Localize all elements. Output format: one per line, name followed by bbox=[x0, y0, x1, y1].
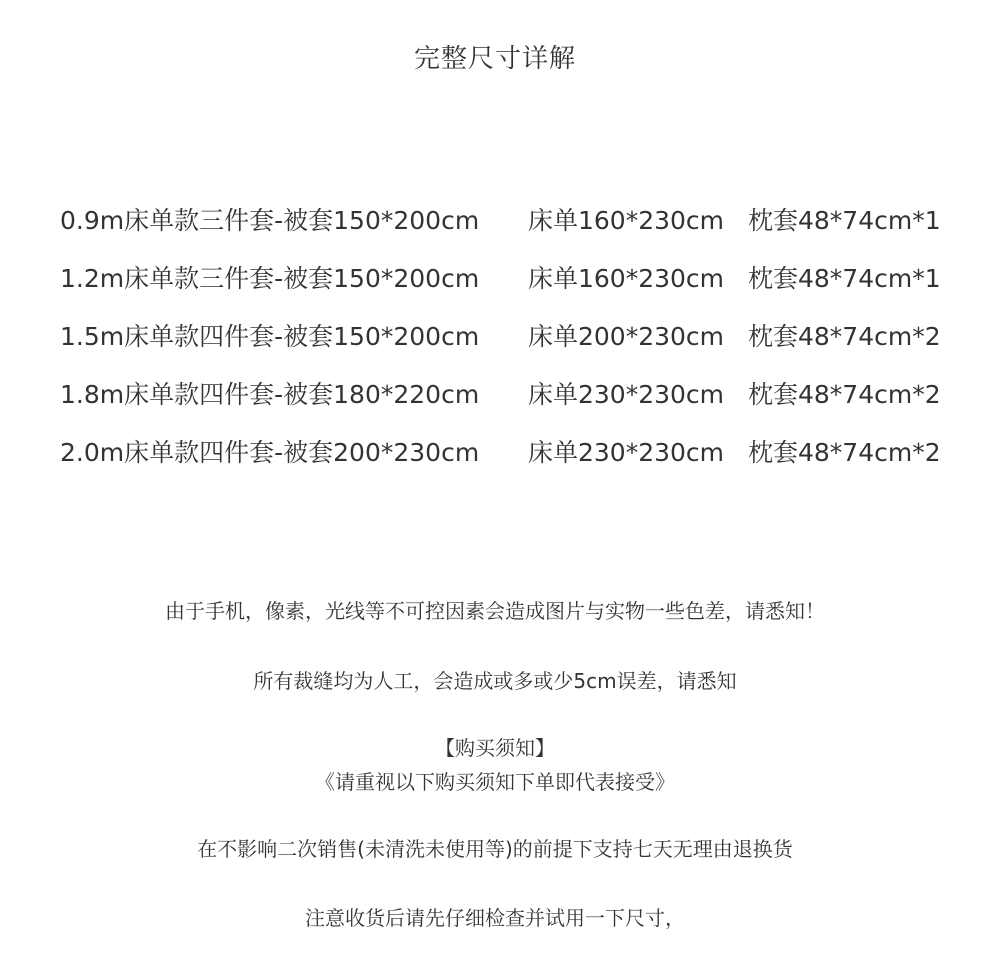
pillowcase-size: 枕套48*74cm*2 bbox=[748, 380, 941, 409]
sheet-size: 床单200*230cm bbox=[528, 322, 725, 351]
size-row bbox=[60, 364, 960, 422]
set-size: 1.5m床单款四件套-被套150*200cm bbox=[60, 322, 480, 351]
cutting-error-notice: 所有裁缝均为人工，会造成或多或少5cm误差，请悉知 bbox=[253, 669, 737, 693]
set-size: 2.0m床单款四件套-被套200*230cm bbox=[60, 438, 480, 467]
pillowcase-size: 枕套48*74cm*1 bbox=[748, 264, 941, 293]
sheet-size: 床单230*230cm bbox=[528, 380, 725, 409]
purchase-notice-subheading: 《请重视以下购买须知下单即代表接受》 bbox=[315, 770, 675, 794]
set-size: 0.9m床单款三件套-被套150*200cm bbox=[60, 206, 480, 235]
check-size-notice: 注意收货后请先仔细检查并试用一下尺寸， bbox=[305, 906, 685, 930]
pillowcase-size: 枕套48*74cm*2 bbox=[748, 322, 941, 351]
pillowcase-size: 枕套48*74cm*2 bbox=[748, 438, 941, 467]
size-row bbox=[60, 306, 960, 364]
size-row bbox=[60, 248, 960, 306]
sheet-size: 床单230*230cm bbox=[528, 438, 725, 467]
pillowcase-size: 枕套48*74cm*1 bbox=[748, 206, 941, 235]
size-row bbox=[60, 422, 960, 480]
color-difference-notice: 由于手机，像素，光线等不可控因素会造成图片与实物一些色差，请悉知！ bbox=[165, 599, 825, 623]
set-size: 1.2m床单款三件套-被套150*200cm bbox=[60, 264, 480, 293]
size-table bbox=[60, 190, 960, 480]
sheet-size: 床单160*230cm bbox=[528, 264, 725, 293]
set-size: 1.8m床单款四件套-被套180*220cm bbox=[60, 380, 480, 409]
return-policy-notice: 在不影响二次销售(未清洗未使用等)的前提下支持七天无理由退换货 bbox=[197, 837, 793, 861]
size-row bbox=[60, 190, 960, 248]
sheet-size: 床单160*230cm bbox=[528, 206, 725, 235]
purchase-notice-heading: 【购买须知】 bbox=[435, 736, 555, 760]
page-title: 完整尺寸详解 bbox=[413, 44, 576, 74]
